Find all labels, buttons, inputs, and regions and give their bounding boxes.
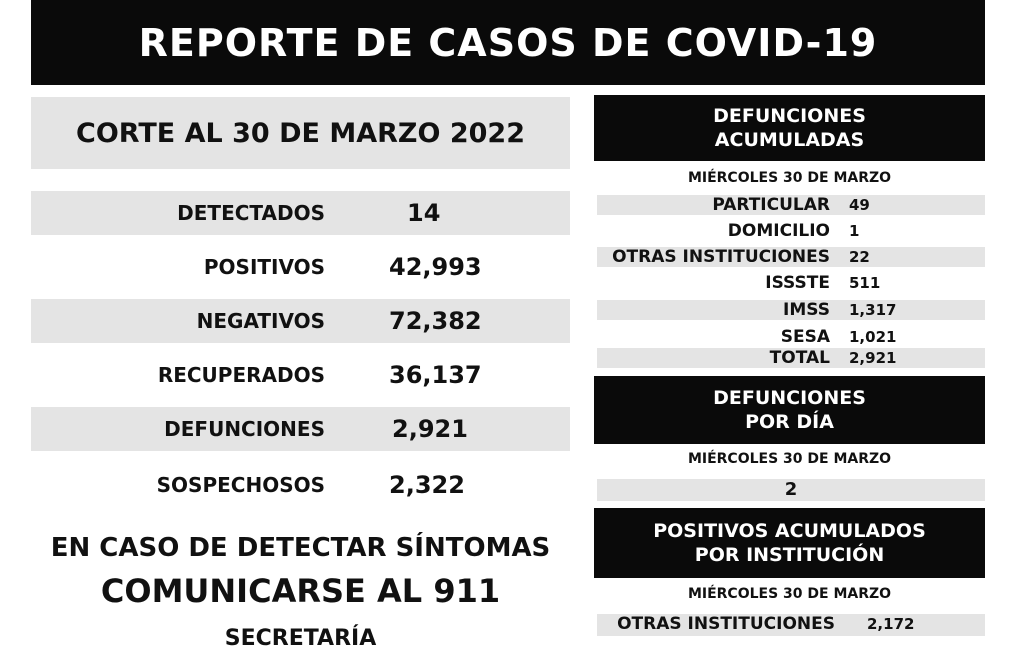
header-line: DEFUNCIONES — [713, 105, 866, 127]
defunciones-acumuladas-date: MIÉRCOLES 30 DE MARZO — [687, 170, 892, 186]
header-line: POSITIVOS ACUMULADOS — [653, 520, 926, 542]
report-title: REPORTE DE CASOS DE COVID-19 — [138, 20, 878, 65]
stat-row-detectados — [31, 191, 570, 235]
stat-label: RECUPERADOS — [157, 363, 325, 387]
institution-value: 49 — [849, 196, 870, 214]
institution-row — [597, 221, 985, 241]
cutoff-date-box — [31, 97, 570, 169]
positivos-acumulados-date: MIÉRCOLES 30 DE MARZO — [687, 586, 892, 602]
stat-value: 2,322 — [389, 471, 465, 499]
report-title-banner — [31, 0, 985, 85]
institution-value: 2,172 — [867, 615, 915, 633]
header-line: POR DÍA — [745, 411, 834, 433]
positivos-acumulados-header — [594, 508, 985, 578]
stat-label: POSITIVOS — [203, 255, 325, 279]
stat-row-recuperados — [31, 353, 570, 397]
stat-value: 14 — [407, 199, 441, 227]
symptoms-message: EN CASO DE DETECTAR SÍNTOMAS — [50, 533, 551, 563]
institution-value: 2,921 — [849, 349, 897, 367]
stat-label: SOSPECHOSOS — [156, 473, 325, 497]
institution-row — [597, 273, 985, 293]
institution-total-row — [597, 348, 985, 368]
stat-label: DETECTADOS — [177, 201, 325, 225]
defunciones-por-dia-header — [594, 376, 985, 444]
cutoff-date: CORTE AL 30 DE MARZO 2022 — [76, 117, 525, 149]
stat-row-sospechosos — [31, 463, 570, 507]
institution-row — [597, 327, 985, 347]
header-line: POR INSTITUCIÓN — [694, 544, 885, 566]
institution-row — [597, 614, 985, 636]
institution-value: 1 — [849, 222, 860, 240]
institution-row — [597, 300, 985, 320]
defunciones-por-dia-date: MIÉRCOLES 30 DE MARZO — [687, 451, 892, 467]
institution-value: 1,317 — [849, 301, 897, 319]
institution-label: OTRAS INSTITUCIONES — [612, 247, 830, 267]
stat-value: 72,382 — [389, 307, 482, 335]
secretaria-text: SECRETARÍA — [224, 626, 377, 651]
institution-value: 22 — [849, 248, 870, 266]
institution-value: 1,021 — [849, 328, 897, 346]
institution-label: DOMICILIO — [727, 221, 830, 241]
header-line: DEFUNCIONES — [713, 387, 866, 409]
header-line: ACUMULADAS — [714, 129, 865, 151]
institution-label: TOTAL — [769, 348, 830, 368]
call-911-message: COMUNICARSE AL 911 — [100, 572, 501, 610]
stat-value: 42,993 — [389, 253, 482, 281]
institution-label: OTRAS INSTITUCIONES — [617, 614, 835, 634]
defunciones-por-dia-value: 2 — [597, 479, 985, 501]
institution-label: ISSSTE — [765, 273, 830, 293]
stat-label: NEGATIVOS — [196, 309, 325, 333]
stat-row-positivos — [31, 245, 570, 289]
institution-label: PARTICULAR — [712, 195, 830, 215]
institution-label: IMSS — [783, 300, 830, 320]
institution-label: SESA — [780, 327, 830, 347]
defunciones-acumuladas-header — [594, 95, 985, 161]
institution-row — [597, 195, 985, 215]
institution-value: 511 — [849, 274, 881, 292]
stat-value: 36,137 — [389, 361, 482, 389]
stat-row-negativos — [31, 299, 570, 343]
stat-row-defunciones — [31, 407, 570, 451]
institution-row — [597, 247, 985, 267]
stat-label: DEFUNCIONES — [164, 417, 325, 441]
stat-value: 2,921 — [392, 415, 468, 443]
